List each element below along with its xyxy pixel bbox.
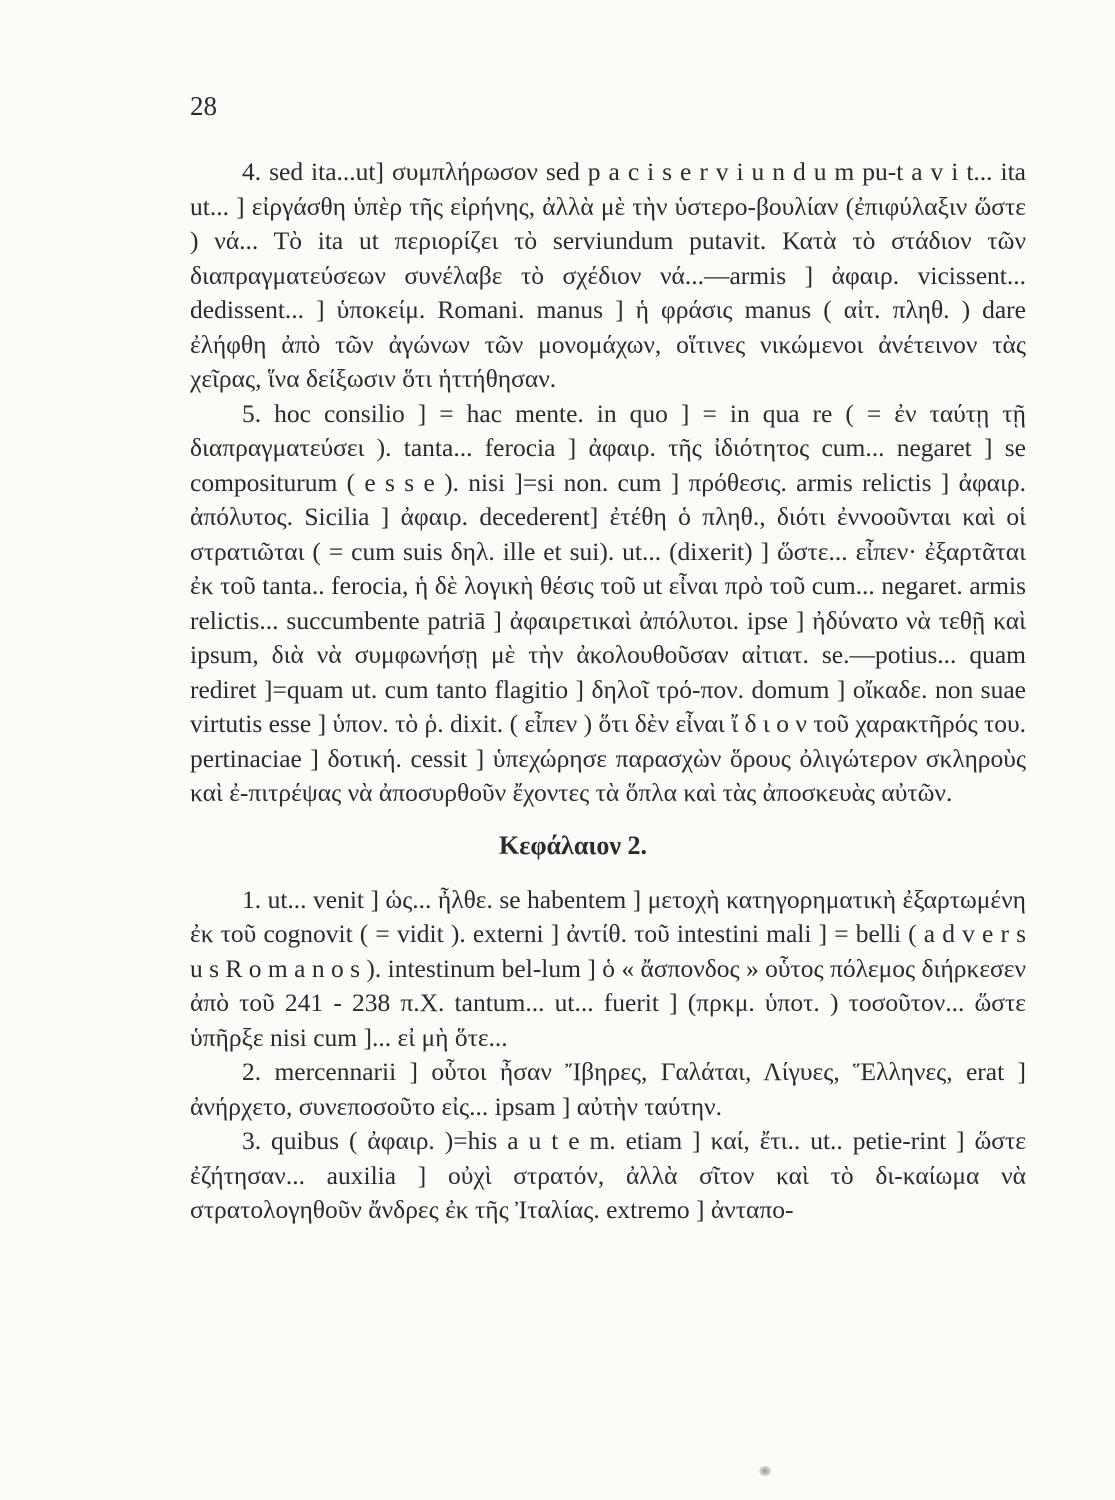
commentary-text xyxy=(190,155,1026,1228)
note-paragraph-3: 3. quibus ( ἀφαιρ. )=his a u t e m. etiam ] καί, ἔτι.. ut.. petie-rint ] ὥστε ἐζήτησαν... auxilia ] οὐχὶ στρατόν, ἀλλὰ σῖτον καὶ τὸ δι-καίωμα νὰ στρατολογηθοῦν ἄνδρες ἐκ τῆς Ἰταλίας. extremo ] ἀνταπο- xyxy=(190,1126,1026,1224)
page-number: 28 xyxy=(190,91,217,121)
note-paragraph-4: 4. sed ita...ut] συμπλήρωσον sed p a c i s e r v i u n d u m pu-t a v i t... ita ut... ] εἰργάσθη ὑπὲρ τῆς εἰρήνης, ἀλλὰ μὲ τὴν ὑστερο-βουλίαν (ἐπιφύλαξιν ὥστε ) νά... Τὸ ita ut περιορίζει τὸ serviundum putavit. Κατὰ τὸ στάδιον τῶν διαπραγματεύσεων συνέλαβε τὸ σχέδιον νά...—armis ] ἀφαιρ. vicissent... dedissent... ] ὑποκείμ. Romani. manus ] ἡ φράσις manus ( αἰτ. πληθ. ) dare ἐλήφθη ἀπὸ τῶν ἀγώνων τῶν μονομάχων, οἵτινες νικώμενοι ἀνέτεινον τὰς χεῖρας, ἵνα δείξωσιν ὅτι ἡττήθησαν. xyxy=(190,157,1026,393)
ink-smudge-mark xyxy=(758,1466,772,1476)
note-paragraph-5: 5. hoc consilio ] = hac mente. in quo ] = in qua re ( = ἐν ταύτῃ τῇ διαπραγματεύσει ). tanta... ferocia ] ἀφαιρ. τῆς ἰδιότητος cum... negaret ] se compositurum ( e s s e ). nisi ]=si non. cum ] πρόθεσις. armis relictis ] ἀφαιρ. ἀπόλυτος. Sicilia ] ἀφαιρ. decederent] ἐτέθη ὁ πληθ., διότι ἐννοοῦνται καὶ οἱ στρατιῶται ( = cum suis δηλ. ille et sui). ut... (dixerit) ] ὥστε... εἶπεν· ἐξαρτᾶται ἐκ τοῦ tanta.. ferocia, ἡ δὲ λογικὴ θέσις τοῦ ut εἶναι πρὸ τοῦ cum... negaret. armis relictis... succumbente patriā ] ἀφαιρετικαὶ ἀπόλυτοι. ipse ] ἠδύνατο νὰ τεθῇ καὶ ipsum, διὰ νὰ συμφωνήσῃ μὲ τὴν ἀκολουθοῦσαν αἰτιατ. se.—potius... quam rediret ]=quam ut. cum tanto flagitio ] δηλοῖ τρό-πον. domum ] οἴκαδε. non suae virtutis esse ] ὑπον. τὸ ῥ. dixit. ( εἶπεν ) ὅτι δὲν εἶναι ἴ δ ι ο ν τοῦ χαρακτῆρός του. pertinaciae ] δοτική. cessit ] ὑπεχώρησε παρασχὼν ὅρους ὀλιγώτερον σκληροὺς καὶ ἐ-πιτρέψας νὰ ἀποσυρθοῦν ἔχοντες τὰ ὅπλα καὶ τὰς ἀποσκευὰς αὐτῶν. xyxy=(190,398,1026,807)
note-paragraph-1: 1. ut... venit ] ὡς... ἦλθε. se habentem ] μετοχὴ κατηγορηματικὴ ἐξαρτωμένη ἐκ τοῦ cognovit ( = vidit ). externi ] ἀντίθ. τοῦ intestini mali ] = belli ( a d v e r s u s R o m a n o s ). intestinum bel-lum ] ὁ « ἄσπονδος » οὗτος πόλεμος διήρκεσεν ἀπὸ τοῦ 241 - 238 π.Χ. tantum... ut... fuerit ] (πρκμ. ὑποτ. ) τοσοῦτον... ὥστε ὑπῆρξε nisi cum ]... εἰ μὴ ὅτε... xyxy=(190,884,1027,1052)
chapter-heading: Κεφάλαιον 2. xyxy=(498,830,648,860)
note-paragraph-2: 2. mercennarii ] οὗτοι ἦσαν Ἴβηρες, Γαλάται, Λίγυες, Ἕλληνες, erat ] ἀνήρχετο, συνεποσοῦτο εἰς... ipsam ] αὐτὴν ταύτην. xyxy=(190,1057,1026,1121)
